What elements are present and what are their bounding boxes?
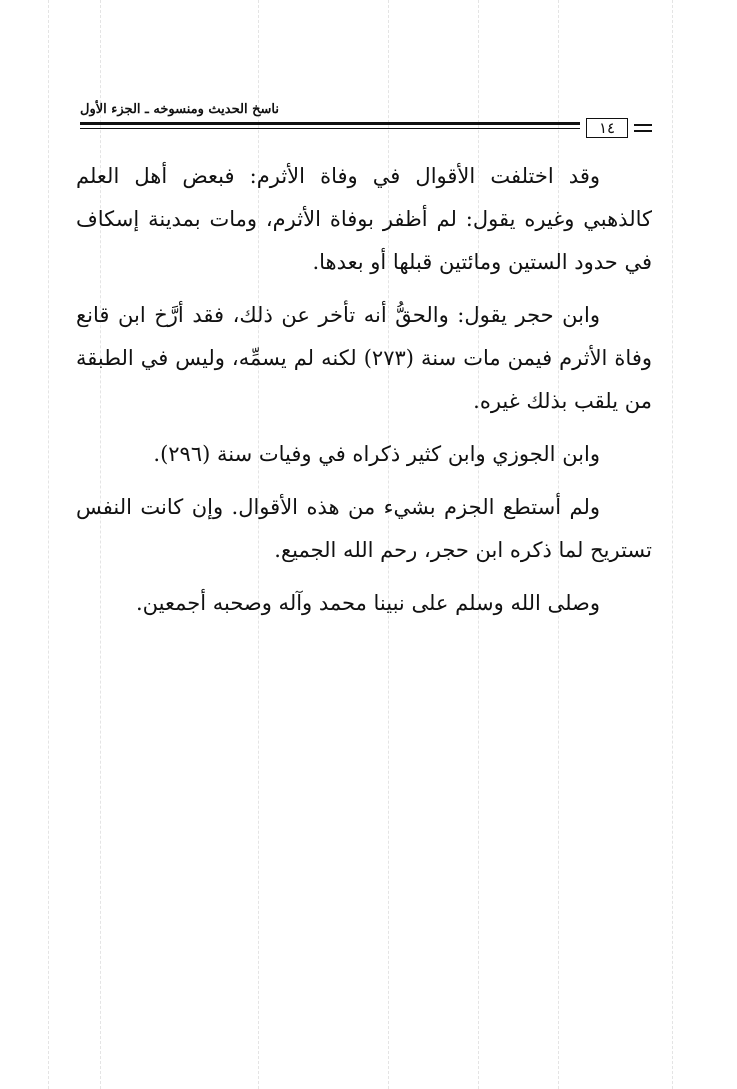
paragraph-ibn-hajar: وابن حجر يقول: والحقُّ أنه تأخر عن ذلك، فقد أرَّخ ابن قانع وفاة الأثرم فيمن مات سنة (٢٧٣) لكنه لم يسمِّه، وليس في الطبقة من يلقب بذلك غيره. <box>76 303 652 413</box>
scan-guide-line <box>48 0 49 1089</box>
page-number-ornament <box>634 130 652 132</box>
running-title: ناسخ الحديث ومنسوخه ـ الجزء الأول <box>80 102 279 117</box>
header-rule-thick <box>80 122 580 125</box>
paragraph-death-opinions: وقد اختلفت الأقوال في وفاة الأثرم: فبعض أهل العلم كالذهبي وغيره يقول: لم أظفر بوفاة الأثرم، ومات بمدينة إسكاف في حدود الستين ومائتين قبلها أو بعدها. <box>76 164 652 274</box>
paragraph-closing-prayer: وصلى الله وسلم على نبينا محمد وآله وصحبه أجمعين. <box>136 591 600 615</box>
scan-guide-line <box>672 0 673 1089</box>
paragraph-ibn-jawzi: وابن الجوزي وابن كثير ذكراه في وفيات سنة (٢٩٦). <box>153 442 600 466</box>
main-text <box>76 155 652 635</box>
paragraph-conclusion: ولم أستطع الجزم بشيء من هذه الأقوال. وإن كانت النفس تستريح لما ذكره ابن حجر، رحم الله الجميع. <box>76 495 652 562</box>
page-header <box>80 100 652 140</box>
header-rule-thin <box>80 128 580 129</box>
page-number: ١٤ <box>586 118 628 138</box>
page-number-ornament <box>634 124 652 126</box>
